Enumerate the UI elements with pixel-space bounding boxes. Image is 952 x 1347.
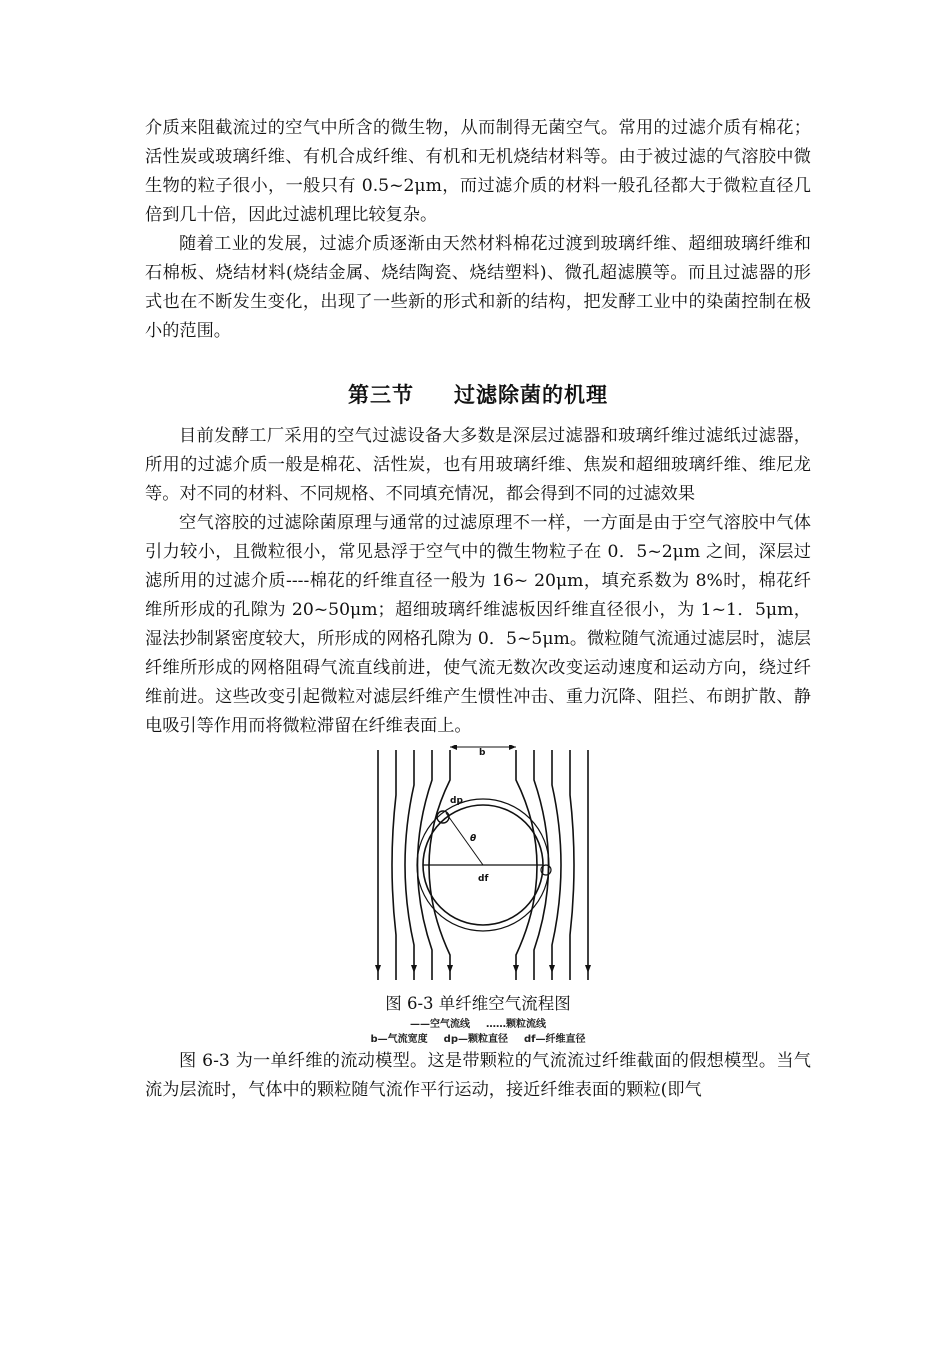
fiber-flow-diagram xyxy=(358,745,598,985)
legend-item: df—纤维直径 xyxy=(523,1034,586,1045)
legend-item: dp—颗粒直径 xyxy=(443,1034,508,1045)
figure-caption: 图 6-3 单纤维空气流程图 xyxy=(385,994,571,1013)
arrow-head xyxy=(585,965,591,973)
arrow-head xyxy=(513,965,519,973)
flow-line xyxy=(570,750,574,980)
paragraph: 图 6-3 为一单纤维的流动模型。这是带颗粒的气流流过纤维截面的假想模型。当气流为层流时，气体中的颗粒随气流作平行运动，接近纤维表面的颗粒(即气 xyxy=(145,1051,811,1100)
legend-item: ……颗粒流线 xyxy=(486,1019,546,1030)
label-b: b xyxy=(479,748,486,758)
arrow-head xyxy=(375,965,381,973)
flow-line xyxy=(552,750,561,980)
figure-single-fiber xyxy=(338,745,618,1047)
arrow-head xyxy=(447,965,453,973)
label-df: df xyxy=(478,874,489,884)
paragraph: 空气溶胶的过滤除菌原理与通常的过滤原理不一样，一方面是由于空气溶胶中气体引力较小，且微粒很小，常见悬浮于空气中的微生物粒子在 0．5~2μm 之间，深层过滤所用的过滤介质----棉花的纤维直径一般为 16~ 20μm，填充系数为 8%时，棉花纤维所形成的孔隙为 20~50μm；超细玻璃纤维滤板因纤维直径很小，为 1~1．5μm，湿法抄制紧密度较大，所形成的网格孔隙为 0．5~5μm。微粒随气流通过滤层时，滤层纤维所形成的网格阻碍气流直线前进，使气流无数次改变运动速度和运动方向，绕过纤维前进。这些改变引起微粒对滤层纤维产生惯性冲击、重力沉降、阻拦、布朗扩散、静电吸引等作用而将微粒滞留在纤维表面上。 xyxy=(145,513,811,736)
document-page xyxy=(145,114,811,1105)
radius-line xyxy=(446,813,483,865)
figure-legend xyxy=(338,1017,618,1047)
section-title: 过滤除菌的机理 xyxy=(454,383,608,407)
section-number: 第三节 xyxy=(348,383,414,407)
flow-line xyxy=(405,750,414,980)
label-dp: dp xyxy=(450,796,463,806)
legend-item: ——空气流线 xyxy=(410,1019,470,1030)
legend-item: b—气流宽度 xyxy=(370,1034,428,1045)
paragraph: 目前发酵工厂采用的空气过滤设备大多数是深层过滤器和玻璃纤维过滤纸过滤器，所用的过滤介质一般是棉花、活性炭，也有用玻璃纤维、焦炭和超细玻璃纤维、维尼龙等。对不同的材料、不同规格、不同填充情况，都会得到不同的过滤效果 xyxy=(145,426,811,504)
flow-line xyxy=(392,750,396,980)
section-heading xyxy=(145,372,811,418)
label-theta: θ xyxy=(470,834,477,844)
paragraph: 随着工业的发展，过滤介质逐渐由天然材料棉花过渡到玻璃纤维、超细玻璃纤维和石棉板、烧结材料(烧结金属、烧结陶瓷、烧结塑料)、微孔超滤膜等。而且过滤器的形式也在不断发生变化，出现了一些新的形式和新的结构，把发酵工业中的染菌控制在极小的范围。 xyxy=(145,234,811,341)
arrow-head xyxy=(411,965,417,973)
arrow-head xyxy=(549,965,555,973)
paragraph: 介质来阻截流过的空气中所含的微生物，从而制得无菌空气。常用的过滤介质有棉花；活性炭或玻璃纤维、有机合成纤维、有机和无机烧结材料等。由于被过滤的气溶胶中微生物的粒子很小，一般只有 0.5~2μm，而过滤介质的材料一般孔径都大于微粒直径几倍到几十倍，因此过滤机理比较复杂。 xyxy=(145,118,811,225)
